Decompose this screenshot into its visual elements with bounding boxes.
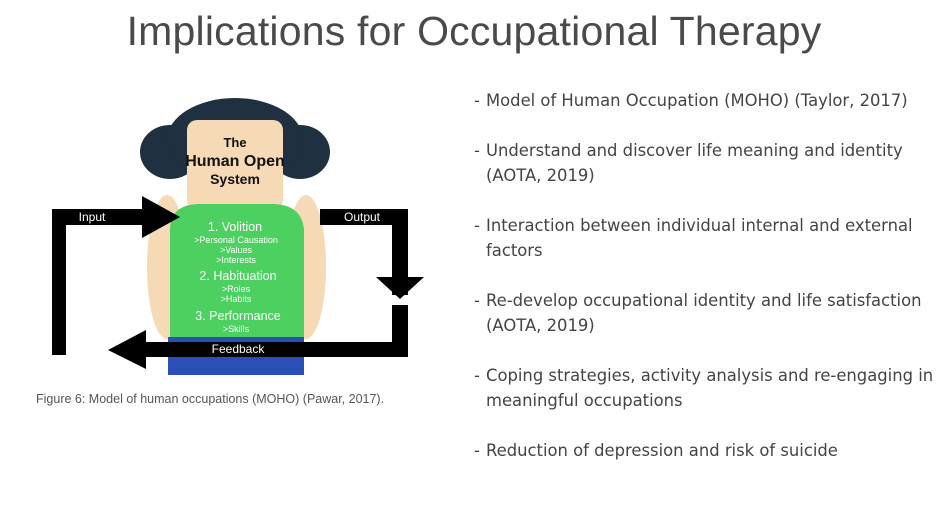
list-item <box>474 88 944 113</box>
input-label: Input <box>78 210 106 224</box>
habits-label: >Habits <box>220 294 252 304</box>
bullet-dash: - <box>474 91 480 110</box>
bullet-text: Model of Human Occupation (MOHO) (Taylor, 2017) <box>486 91 908 110</box>
list-item <box>474 288 944 338</box>
interests-label: >Interests <box>216 255 256 265</box>
list-item <box>474 363 944 413</box>
bullet-text: Coping strategies, activity analysis and re-engaging in meaningful occupations <box>486 366 934 410</box>
bullet-dash: - <box>474 141 480 160</box>
list-item <box>474 438 944 463</box>
bullet-text: Interaction between individual internal and external factors <box>486 216 913 260</box>
slide-title: Implications for Occupational Therapy <box>126 8 822 54</box>
values-label: >Values <box>219 245 253 255</box>
roles-label: >Roles <box>221 284 251 294</box>
habituation-label: 2. Habituation <box>199 269 277 283</box>
heading-line-1: The <box>223 135 247 150</box>
bullet-dash: - <box>474 291 480 310</box>
bullet-text: Re-develop occupational identity and life satisfaction (AOTA, 2019) <box>486 291 922 335</box>
list-item <box>474 138 944 188</box>
output-label: Output <box>343 210 381 224</box>
bullet-dash: - <box>474 366 480 385</box>
heading-line-2: Human Open <box>185 153 285 170</box>
skills-label: >Skills <box>222 324 250 334</box>
figure-caption: Figure 6: Model of human occupations (MOHO) (Pawar, 2017). <box>36 392 385 406</box>
bullet-text: Understand and discover life meaning and identity (AOTA, 2019) <box>486 141 903 185</box>
personal-causation-label: >Personal Causation <box>194 235 278 245</box>
bullet-dash: - <box>474 216 480 235</box>
bullet-dash: - <box>474 441 480 460</box>
bullet-text: Reduction of depression and risk of suicide <box>486 441 838 460</box>
heading-line-3: System <box>210 171 260 187</box>
moho-figure <box>30 95 430 385</box>
human-open-system-diagram <box>30 95 430 385</box>
volition-label: 1. Volition <box>207 220 263 234</box>
bullet-list <box>474 88 944 488</box>
performance-label: 3. Performance <box>195 309 281 323</box>
list-item <box>474 213 944 263</box>
feedback-label: Feedback <box>211 342 265 356</box>
